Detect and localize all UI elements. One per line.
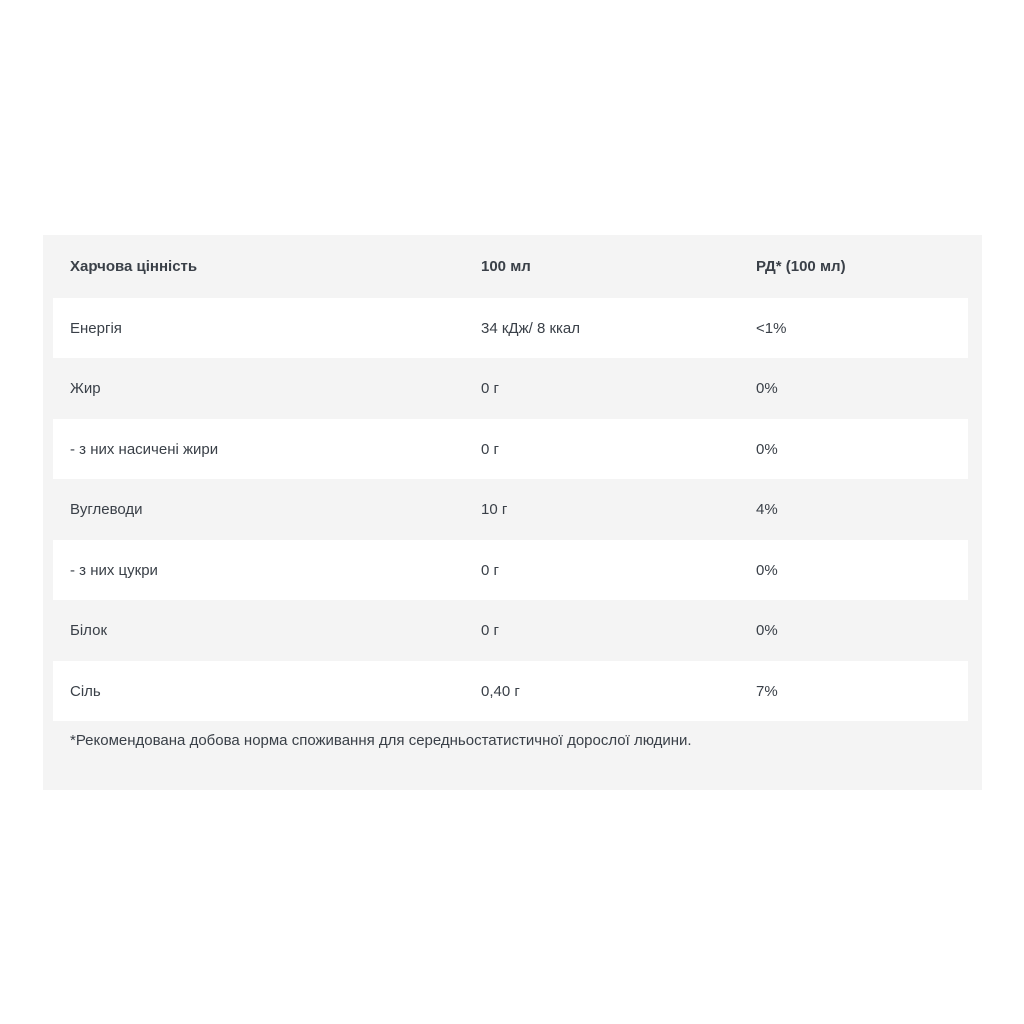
row-per100: 0 г xyxy=(481,621,499,639)
row-name: Жир xyxy=(70,379,101,397)
row-per100: 0,40 г xyxy=(481,682,520,700)
nutrition-table xyxy=(43,235,982,790)
row-ri: 0% xyxy=(756,621,778,639)
row-per100: 0 г xyxy=(481,561,499,579)
table-row xyxy=(53,358,968,418)
header-per-100ml: 100 мл xyxy=(481,258,531,275)
row-name: Вуглеводи xyxy=(70,500,143,518)
row-ri: 0% xyxy=(756,379,778,397)
table-row xyxy=(53,600,968,660)
row-per100: 10 г xyxy=(481,500,508,518)
footnote: *Рекомендована добова норма споживання для середньостатистичної дорослої людини. xyxy=(70,732,692,749)
table-row xyxy=(53,298,968,358)
header-nutrition: Харчова цінність xyxy=(70,258,198,275)
table-row xyxy=(53,540,968,600)
row-ri: 0% xyxy=(756,561,778,579)
row-name: Енергія xyxy=(70,319,122,337)
table-row xyxy=(53,419,968,479)
row-name: - з них цукри xyxy=(70,561,158,579)
row-per100: 0 г xyxy=(481,379,499,397)
row-ri: 4% xyxy=(756,500,778,518)
row-per100: 34 кДж/ 8 ккал xyxy=(481,319,581,337)
row-ri: <1% xyxy=(756,319,787,337)
row-name: Білок xyxy=(70,621,108,639)
table-row xyxy=(53,661,968,721)
row-name: Сіль xyxy=(70,682,101,700)
row-per100: 0 г xyxy=(481,440,499,458)
table-row xyxy=(53,479,968,539)
header-ri: РД* (100 мл) xyxy=(756,258,846,275)
row-ri: 7% xyxy=(756,682,778,700)
row-name: - з них насичені жири xyxy=(70,440,219,458)
row-ri: 0% xyxy=(756,440,778,458)
table-header xyxy=(53,235,968,298)
